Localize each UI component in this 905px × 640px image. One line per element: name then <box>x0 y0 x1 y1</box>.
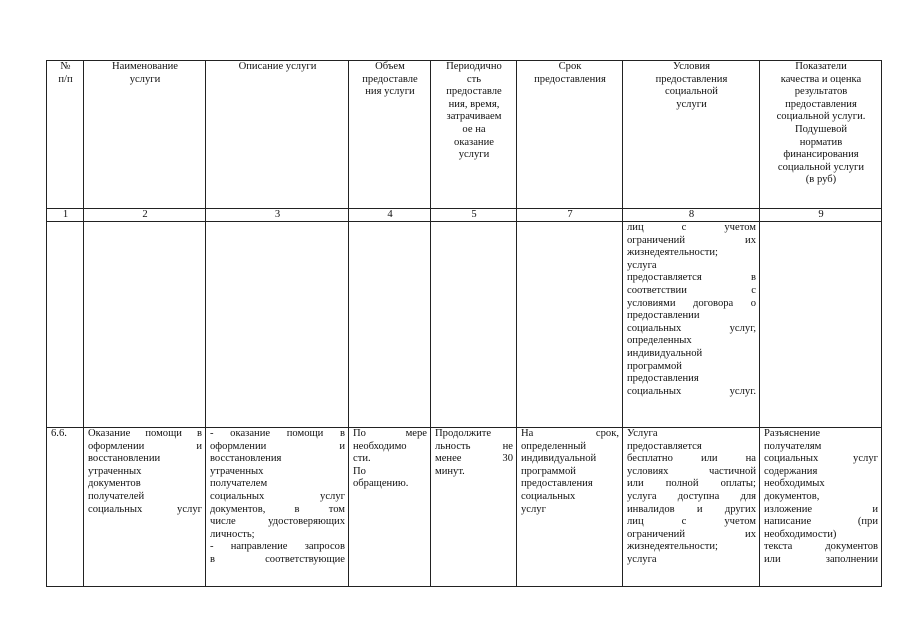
cell-line: индивидуальной <box>627 347 703 359</box>
periodicity-cell <box>431 428 517 587</box>
column-number: 7 <box>517 209 623 222</box>
cell-line: утраченных <box>88 465 142 477</box>
cell-line: Наименование <box>112 61 178 72</box>
service-volume-cell <box>349 428 431 587</box>
cell-line: условиями договора о <box>627 297 756 309</box>
table-header-row <box>47 61 882 209</box>
cell-line: предоставляется <box>627 440 702 452</box>
term-cell <box>517 428 623 587</box>
cell-line: льность не <box>435 440 513 452</box>
cell-line: сть <box>466 73 482 85</box>
header-service-name <box>84 61 206 209</box>
cell-line: Объем <box>375 61 405 72</box>
empty-cell <box>84 222 206 428</box>
header-number <box>47 61 84 209</box>
column-number: 1 <box>47 209 84 222</box>
cell-line: предоставления <box>655 73 728 85</box>
cell-line: социальной <box>665 86 718 98</box>
cell-line: услуга <box>627 259 657 271</box>
cell-line: (в руб) <box>805 174 837 186</box>
cell-line: ограничений их <box>627 528 756 540</box>
cell-line: финансирования <box>783 149 859 161</box>
cell-line: социальной услуги. <box>776 111 866 123</box>
cell-line: услуги <box>676 98 707 110</box>
cell-line: получателей <box>88 490 145 502</box>
cell-line: жизнедеятельности; <box>627 247 718 259</box>
cell-line: затрачиваем <box>446 111 502 123</box>
empty-cell <box>760 222 882 428</box>
cell-line: инвалидов и других <box>627 503 756 515</box>
column-number: 8 <box>623 209 760 222</box>
cell-line: предоставлении <box>627 310 700 322</box>
cell-line: По мере <box>353 428 427 439</box>
empty-cell <box>206 222 349 428</box>
cell-line: жизнедеятельности; <box>627 541 718 553</box>
cell-line: социальной услуги <box>777 161 865 173</box>
cell-line: документов, <box>764 490 820 502</box>
cell-line: норматив <box>799 136 843 148</box>
cell-line: оказание <box>454 136 494 148</box>
cell-line: социальных <box>521 490 576 502</box>
column-number: 4 <box>349 209 431 222</box>
column-number: 2 <box>84 209 206 222</box>
cell-line: - оказание помощи в <box>210 428 345 439</box>
cell-line: услуги <box>129 73 161 85</box>
header-quality-indicators <box>760 61 882 209</box>
cell-line: социальных услуг <box>764 453 878 465</box>
conditions-continuation-cell <box>623 222 760 428</box>
cell-line: оформлении и <box>210 440 345 452</box>
cell-line: качества и оценка <box>780 73 862 85</box>
cell-line: предоставле <box>446 86 502 98</box>
cell-line: Оказание помощи в <box>88 428 202 439</box>
cell-line: социальных услуг, <box>627 322 756 334</box>
cell-line: предоставления <box>627 373 699 385</box>
empty-cell <box>47 222 84 428</box>
cell-line: услуг <box>521 503 546 515</box>
cell-line: необходимых <box>764 478 825 490</box>
cell-line: лиц с учетом <box>627 516 756 528</box>
table-row-6-6 <box>47 428 882 587</box>
cell-line: личность; <box>210 528 255 540</box>
cell-line: услуги <box>458 149 490 161</box>
cell-line: текста документов <box>764 541 878 553</box>
cell-line: Разъяснение <box>764 428 821 439</box>
cell-line: индивидуальной <box>521 453 597 465</box>
cell-line: Периодично <box>446 61 502 72</box>
cell-line: числе удостоверяющих <box>210 516 345 528</box>
cell-line: По <box>353 465 366 477</box>
cell-line: определенных <box>627 335 692 347</box>
empty-cell <box>431 222 517 428</box>
cell-line: социальных услуг <box>210 490 345 502</box>
header-periodicity <box>431 61 517 209</box>
header-service-volume <box>349 61 431 209</box>
column-number: 5 <box>431 209 517 222</box>
cell-line: Условия <box>672 61 711 72</box>
cell-line: обращению. <box>353 478 409 490</box>
cell-line: соответствии с <box>627 284 756 296</box>
cell-line: социальных услуг <box>88 503 202 515</box>
cell-line: услуга доступна для <box>627 490 756 502</box>
cell-line: предоставле <box>362 73 418 85</box>
cell-line: Описание услуги <box>238 61 317 72</box>
cell-line: предоставляется в <box>627 272 756 284</box>
cell-line: документов <box>88 478 141 490</box>
cell-line: социальных услуг. <box>627 385 756 397</box>
cell-line: необходимо <box>353 440 407 452</box>
cell-line: предоставления <box>534 73 606 85</box>
cell-line: минут. <box>435 465 465 477</box>
cell-line: восстановлении <box>88 453 161 465</box>
cell-line: восстановления <box>210 453 282 465</box>
cell-line: - направление запросов <box>210 541 345 553</box>
cell-line: содержания <box>764 465 818 477</box>
document-page <box>46 60 881 587</box>
empty-cell <box>517 222 623 428</box>
cell-line: необходимости) <box>764 528 837 540</box>
quality-indicators-cell <box>760 428 882 587</box>
cell-line: бесплатно или на <box>627 453 756 465</box>
cell-line: лиц с учетом <box>627 222 756 233</box>
cell-line: оформлении и <box>88 440 202 452</box>
cell-line: Подушевой <box>794 123 848 135</box>
table-row-continuation <box>47 222 882 428</box>
service-name-cell <box>84 428 206 587</box>
cell-line: ния, время, <box>448 98 500 110</box>
cell-line: № <box>60 61 71 72</box>
cell-line: ограничений их <box>627 234 756 246</box>
cell-line: предоставления <box>785 98 857 110</box>
cell-line: ое на <box>462 123 486 135</box>
cell-line: документов, в том <box>210 503 345 515</box>
header-conditions <box>623 61 760 209</box>
cell-line: Срок <box>558 61 582 72</box>
cell-line: написание (при <box>764 516 878 528</box>
cell-line: ния услуги <box>365 86 415 98</box>
cell-line: получателям <box>764 440 822 452</box>
service-description-cell <box>206 428 349 587</box>
cell-line: п/п <box>58 73 73 85</box>
empty-cell <box>349 222 431 428</box>
column-number: 3 <box>206 209 349 222</box>
cell-line: условиях частичной <box>627 465 756 477</box>
cell-line: изложение и <box>764 503 878 515</box>
cell-line: сти. <box>353 453 371 465</box>
header-term <box>517 61 623 209</box>
cell-line: или заполнении <box>764 553 878 565</box>
cell-line: услуга <box>627 553 657 565</box>
cell-line: программой <box>521 465 576 477</box>
cell-line: или полной оплаты; <box>627 478 756 490</box>
conditions-cell <box>623 428 760 587</box>
cell-line: Услуга <box>627 428 658 439</box>
column-number: 9 <box>760 209 882 222</box>
services-table <box>46 60 882 587</box>
cell-line: Показатели <box>795 61 847 72</box>
column-numbers-row <box>47 209 882 222</box>
cell-line: в соответствующие <box>210 553 345 565</box>
cell-line: предоставления <box>521 478 593 490</box>
cell-line: утраченных <box>210 465 264 477</box>
cell-line: программой <box>627 360 682 372</box>
header-service-description <box>206 61 349 209</box>
cell-line: результатов <box>794 86 848 98</box>
cell-line: Продолжите <box>435 428 492 439</box>
cell-line: определенный <box>521 440 587 452</box>
cell-line: получателем <box>210 478 268 490</box>
cell-line: менее 30 <box>435 453 513 465</box>
cell-line: На срок, <box>521 428 619 439</box>
row-number-cell: 6.6. <box>47 428 84 587</box>
